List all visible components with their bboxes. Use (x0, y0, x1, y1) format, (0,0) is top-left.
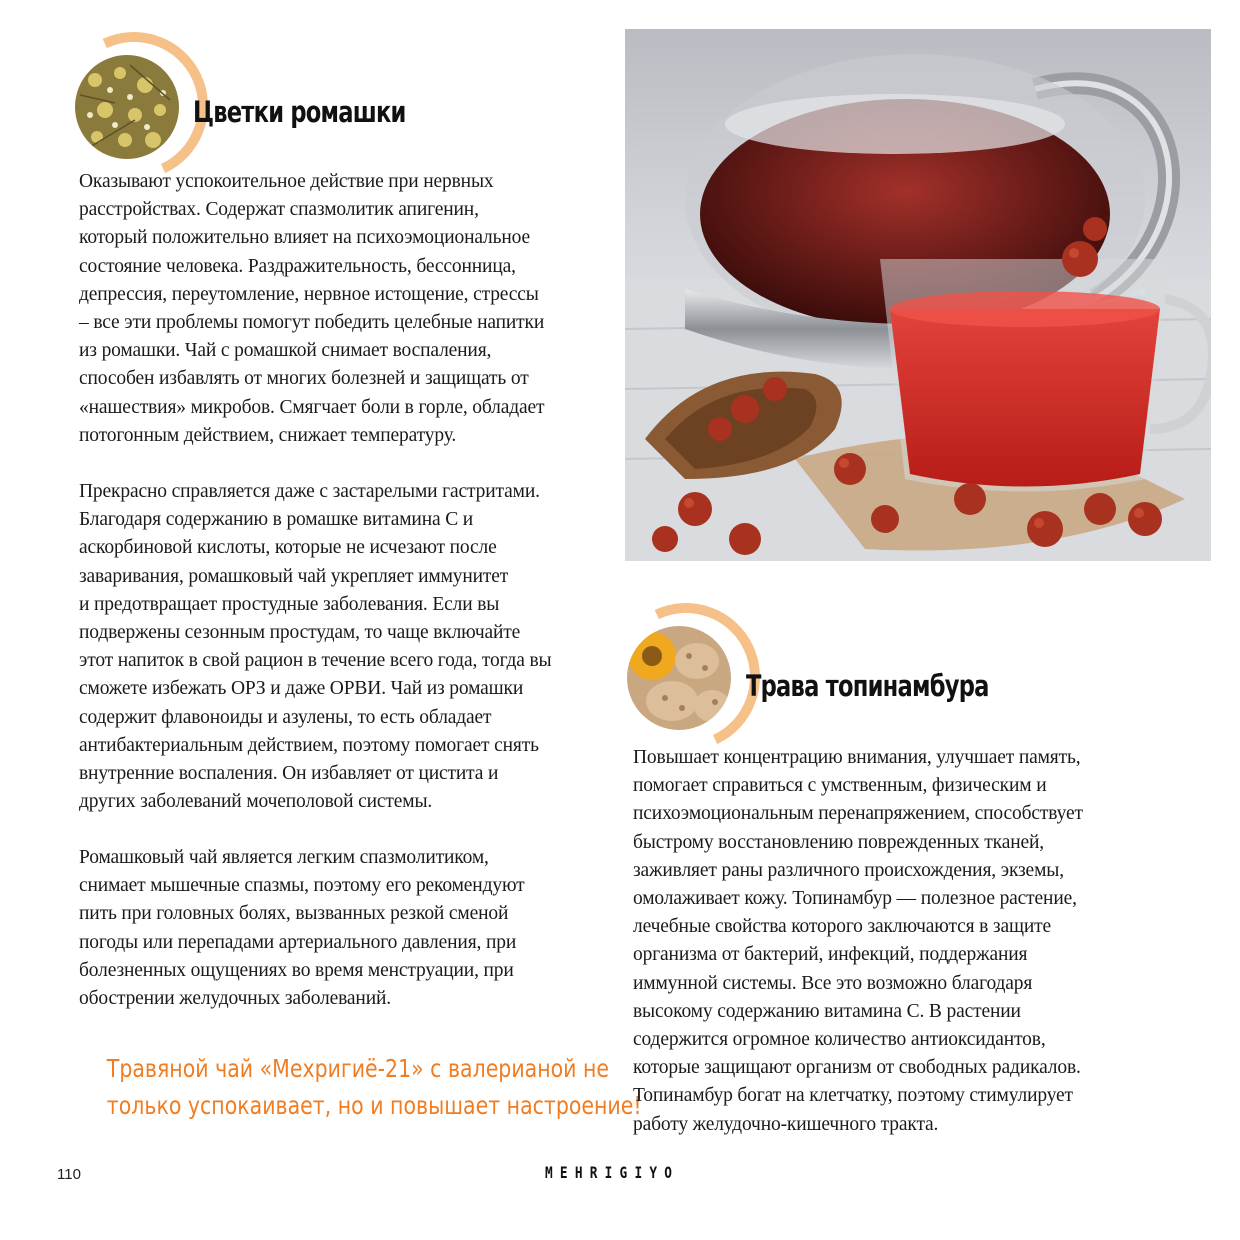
section2-paragraph: Повышает концентрацию внимания, улучшает память, помогает справиться с умственным, физическим и психоэмоциональным перенапряжением, способствует быстрому восстановлению поврежденных тканей, заживляет раны различного происхождения, экземы, омолаживает кожу. Топинамбур — полезное растение, лечебные свойства которого заключаются в защите организма от бактерий, инфекций, поддержания иммунной системы. Все это возможно благодаря высокому содержанию витамина С. В растении содержится огромное количество антиоксидантов, которые защищают организм от свободных радикалов. Топинамбур богат на клетчатку, поэтому стимулирует работу желудочно-кишечного тракта. (633, 747, 1083, 1135)
brand-logo: MEHRIGIYO (545, 1163, 680, 1182)
section2-title: Трава топинамбура (746, 669, 989, 703)
section1-paragraph-2: Прекрасно справляется даже с застарелыми гастритами. Благодаря содержанию в ромашке витамина С и аскорбиновой кислоты, которые не исчезают после заваривания, ромашковый чай укрепляет иммунитет и предотвращает простудные заболевания. Если вы подвержены сезонным простудам, то чаще включайте этот напиток в свой рацион в течение всего года, тогда вы сможете избежать ОРЗ и даже ОРВИ. Чай из ромашки содержит флавоноиды и азулены, то есть обладает антибактериальным действием, поэтому помогает снять внутренние воспаления. Он избавляет от цистита и других заболеваний мочеполовой системы. (79, 481, 552, 813)
rosehip-tea-photo (625, 29, 1211, 561)
section1-paragraph-1: Оказывают успокоительное действие при нервных расстройствах. Содержат спазмолитик апигенин, который положительно влияет на психоэмоциональное состояние человека. Раздражительность, бессонница, депрессия, переутомление, нервное истощение, стрессы – все эти проблемы помогут победить целебные напитки из ромашки. Чай с ромашкой снимает воспаления, способен избавлять от многих болезней и защищать от «нашествия» микробов. Смягчает боли в горле, обладает потогонным действием, снижает температуру. (79, 171, 545, 446)
page-number: 110 (57, 1166, 81, 1183)
jerusalem-artichoke-thumbnail-icon (627, 626, 731, 730)
promo-quote: Травяной чай «Мехригиё-21» с валерианой не только успокаивает, но и повышает настроение! (106, 1054, 642, 1120)
section1-title: Цветки ромашки (193, 95, 406, 129)
section1-paragraph-3: Ромашковый чай является легким спазмолитиком, снимает мышечные спазмы, поэтому его рекомендуют пить при головных болях, вызванных резкой сменой погоды или перепадами артериального давления, при болезненных ощущениях во время менструации, при обострении желудочных заболеваний. (79, 847, 525, 1010)
chamomile-thumbnail-icon (75, 55, 179, 159)
